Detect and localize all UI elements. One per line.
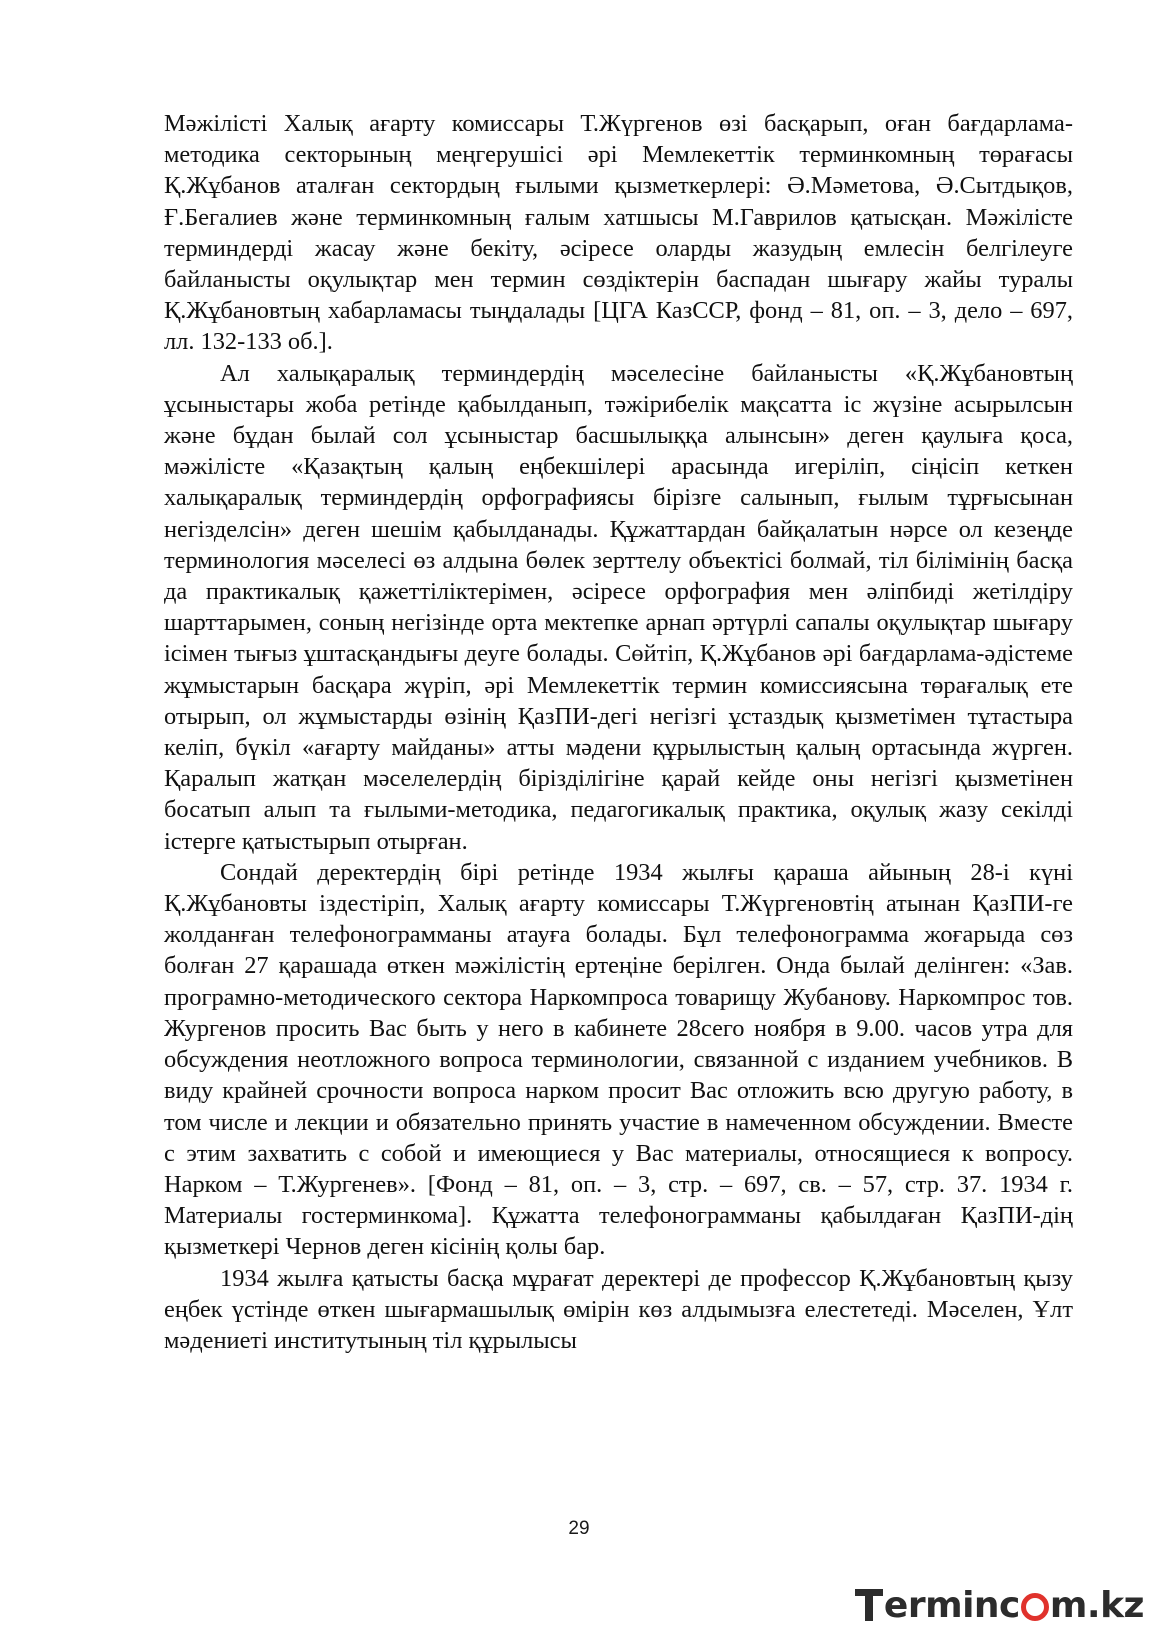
paragraph-4: 1934 жылға қатысты басқа мұрағат деректері де профессор Қ.Жұбановтың қызу еңбек үстінде өткен шығармашылық өмірін көз алдымызға елестетеді. Мәселен, Ұлт мәдениеті институтының тіл құрылысы [164,1264,1073,1354]
logo-text-end: m.kz [1049,1584,1144,1626]
paragraph-1: Мәжілісті Халық ағарту комиссары Т.Жүргенов өзі басқарып, оған бағдарлама-методика секторының меңгерушісі әрі Мемлекеттік терминкомның төрағасы Қ.Жұбанов аталған сектордың ғылыми қызметкерлері: Ә.Мәметова, Ә.Сытдықов, Ғ.Бегалиев және терминкомның ғалым хатшысы М.Гаврилов қатысқан. Мәжілісте терминдерді жасау және бекіту, әсіресе оларды жазудың емлесін белгілеуге байланысты оқулықтар мен термин сөздіктерін баспадан шығару жайы туралы Қ.Жұбановтың хабарламасы тыңдалады [ЦГА КазССР, фонд – 81, оп. – 3, дело – 697, лл. 132-133 об.]. [164,110,1073,356]
paragraph-3: Сондай деректердің бірі ретінде 1934 жылғы қараша айының 28-і күні Қ.Жұбановты іздестіріп, Халық ағарту комиссары Т.Жүргеновтің атынан ҚазПИ-ге жолданған телефонограмманы атауға болады. Бұл телефонограмма жоғарыда сөз болған 27 қарашада өткен мәжілістің ертеңіне берілген. Онда былай делінген: «Зав. програмно-методического сектора Наркомпроса товарищу Жубанову. Наркомпрос тов. Жургенов просить Вас быть у него в кабинете 28сего ноября в 9.00. часов утра для обсуждения неотложного вопроса терминологии, связанной с изданием учебников. В виду крайней срочности вопроса нарком просит Вас отложить всю другую работу, в том числе и лекции и обязательно принять участие в намеченном обсуждении. Вместе с этим захватить с собой и имеющиеся у Вас материалы, относящиеся к вопросу. Нарком – Т.Жургенев». [Фонд – 81, оп. – 3, стр. – 697, св. – 57, стр. 37. 1934 г. Материалы гостерминкома]. Құжатта телефонограмманы қабылдаған ҚазПИ-дің қызметкері Чернов деген кісінің қолы бар. [164,858,1073,1261]
logo-t-icon [855,1587,883,1623]
logo-red-ring-icon [1021,1593,1049,1621]
body-text [164,108,1073,1356]
page-number: 29 [568,1518,590,1539]
termincom-logo-watermark [855,1583,1144,1627]
paragraph-2: Ал халықаралық терминдердің мәселесіне байланысты «Қ.Жұбановтың ұсыныстары жоба ретінде қабылданып, тәжірибелік мақсатта іс жүзіне асырылсын және бұдан былай сол ұсыныстар басшылыққа алынсын» деген қаулыға қоса, мәжілісте «Қазақтың қалың еңбекшілері арасында игеріліп, сіңісіп кеткен халықаралық терминдердің орфографиясы бірізге салынып, ғылым тұрғысынан негізделсін» деген шешім қабылданады. Құжаттардан байқалатын нәрсе ол кезеңде терминология мәселесі өз алдына бөлек зерттелу объектісі болмай, тіл білімінің басқа да практикалық қажеттіліктерімен, әсіресе орфография мен әліпбиді жетілдіру шарттарымен, соның негізінде орта мектепке арнап әртүрлі сапалы оқулықтар шығару ісімен тығыз ұштасқандығы деуге болады. Сөйтіп, Қ.Жұбанов әрі бағдарлама-әдістеме жұмыстарын басқара жүріп, әрі Мемлекеттік термин комиссиясына төрағалық ете отырып, ол жұмыстарды өзінің ҚазПИ-дегі негізгі ұстаздық қызметімен тұтастыра келіп, бүкіл «ағарту майданы» атты мәдени құрылыстың қалың ортасында жүрген. Қаралып жатқан мәселелердің бірізділігіне қарай кейде оны негізгі қызметінен босатып алып та ғылыми-методика, педагогикалық практика, оқулық жазу секілді істерге қатыстырып отырған. [164,359,1073,855]
logo-text-start: erminc [883,1584,1020,1626]
